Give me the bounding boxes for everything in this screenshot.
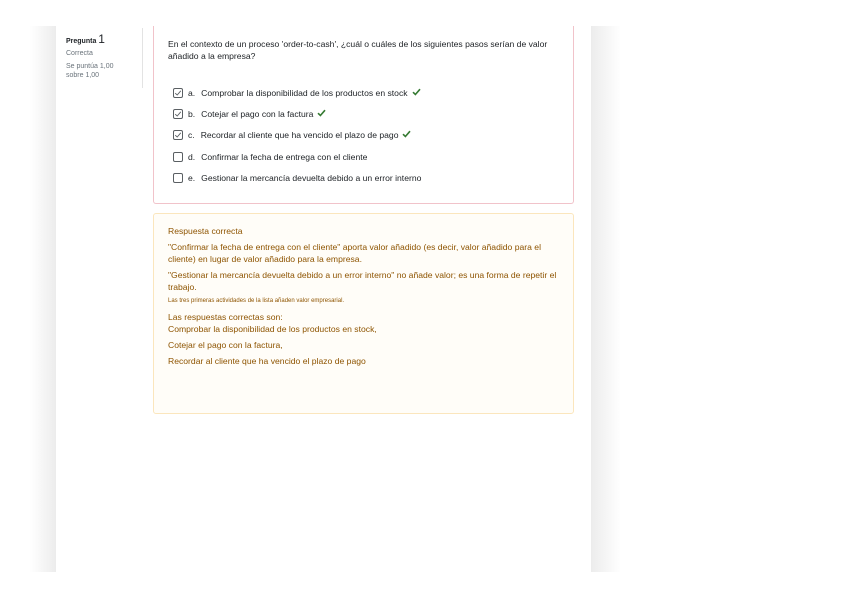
answer-option-a[interactable] [173, 82, 568, 103]
answer-option-c[interactable] [173, 125, 568, 146]
question-grade [66, 62, 142, 80]
answer-letter: c. [188, 130, 195, 141]
left-shadow [30, 26, 56, 572]
correct-check-icon [317, 109, 326, 119]
question-label: Pregunta [66, 38, 97, 45]
grade-line-1: Se puntúa 1,00 [66, 63, 114, 70]
question-state: Correcta [66, 50, 93, 57]
answer-text: Comprobar la disponibilidad de los productos en stock [201, 87, 408, 98]
right-answer-1: Comprobar la disponibilidad de los productos en stock, [168, 324, 377, 334]
answer-letter: e. [188, 173, 196, 184]
feedback-paragraph-1: "Confirmar la fecha de entrega con el cliente" aporta valor añadido (es decir, valor añadido para el cliente) en lugar de valor añadido para la empresa. [168, 242, 541, 264]
right-answer-3: Recordar al cliente que ha vencido el plazo de pago [168, 356, 366, 366]
grade-line-2: sobre 1,00 [66, 72, 100, 79]
right-shadow [591, 26, 621, 572]
answer-checkbox[interactable] [173, 109, 183, 119]
answer-checkbox[interactable] [173, 173, 183, 183]
answer-text: Gestionar la mercancía devuelta debido a un error interno [201, 173, 422, 184]
question-number [66, 32, 142, 46]
answer-checkbox[interactable] [173, 152, 183, 162]
answer-option-b[interactable] [173, 103, 568, 124]
correct-check-icon [412, 88, 421, 98]
question-info [66, 28, 143, 88]
answer-text: Cotejar el pago con la factura [201, 109, 314, 120]
answer-checkbox[interactable] [173, 130, 183, 140]
right-answer-2: Cotejar el pago con la factura, [168, 340, 283, 350]
question-formulation [153, 26, 574, 204]
question-number-value: 1 [98, 32, 105, 46]
feedback-small-note: Las tres primeras actividades de la lista añaden valor empresarial. [168, 298, 345, 304]
answer-option-e[interactable] [173, 168, 568, 189]
answer-list [173, 82, 568, 189]
answer-option-d[interactable] [173, 146, 568, 167]
answer-text: Confirmar la fecha de entrega con el cliente [201, 151, 368, 162]
answer-letter: d. [188, 151, 196, 162]
feedback-panel [153, 213, 574, 414]
right-answer-header: Las respuestas correctas son: [168, 312, 283, 322]
feedback-title: Respuesta correcta [168, 226, 243, 236]
answer-letter: a. [188, 87, 196, 98]
question-text: En el contexto de un proceso 'order-to-cash', ¿cuál o cuáles de los siguientes pasos serían de valor añadido a la empresa? [168, 39, 548, 61]
answer-checkbox[interactable] [173, 88, 183, 98]
feedback-paragraph-2: "Gestionar la mercancía devuelta debido a un error interno" no añade valor; es una forma de repetir el trabajo. [168, 270, 557, 292]
correct-check-icon [402, 130, 411, 140]
answer-letter: b. [188, 109, 196, 120]
answer-text: Recordar al cliente que ha vencido el plazo de pago [200, 130, 399, 141]
